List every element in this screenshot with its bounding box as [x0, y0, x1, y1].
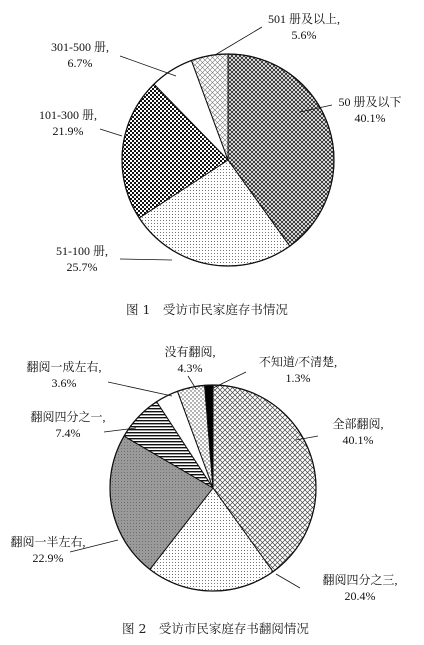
chart1-leader-line-3 — [100, 129, 122, 136]
chart2-slice-label-3: 翻阅一半左右, — [10, 535, 86, 549]
chart2-slice-label-4: 翻阅四分之一, — [30, 410, 106, 424]
chart2-slice-percent-6: 4.3% — [177, 361, 203, 375]
chart2-leader-line-5 — [108, 382, 172, 396]
chart1-caption: 图 1 受访市民家庭存书情况 — [126, 302, 288, 317]
chart1-slice-percent-4: 6.7% — [67, 56, 93, 70]
chart2-slice-label-2: 翻阅四分之三, — [322, 573, 398, 587]
chart1-slice-label-3: 101-300 册, — [39, 108, 97, 122]
chart2-caption: 图 2 受访市民家庭存书翻阅情况 — [122, 621, 309, 636]
chart2-slice-label-1: 全部翻阅, — [332, 417, 384, 431]
chart1-leader-line-5 — [215, 27, 262, 55]
chart1-slice-label-2: 51-100 册, — [56, 244, 108, 258]
chart2-slice-label-5: 翻阅一成左右, — [26, 360, 102, 374]
chart2-slice-percent-4: 7.4% — [55, 426, 81, 440]
chart2-leader-line-2 — [276, 574, 300, 588]
pie-chart-book-holdings — [39, 11, 402, 274]
pie-chart-book-reading — [10, 345, 397, 603]
chart1-slice-label-1: 50 册及以下 — [338, 95, 402, 109]
chart2-slice-percent-2: 20.4% — [344, 589, 376, 603]
chart1-leader-line-4 — [120, 56, 176, 76]
chart1-slice-percent-5: 5.6% — [291, 28, 317, 42]
chart2-slice-percent-5: 3.6% — [51, 376, 77, 390]
chart2-slice-label-7: 不知道/不清楚, — [258, 355, 338, 369]
chart1-slice-label-4: 301-500 册, — [51, 40, 109, 54]
chart1-slice-percent-1: 40.1% — [354, 111, 386, 125]
chart1-slice-percent-3: 21.9% — [52, 124, 84, 138]
chart1-slice-label-5: 501 册及以上, — [267, 12, 341, 26]
chart2-slice-label-6: 没有翻阅, — [164, 345, 216, 359]
chart1-leader-line-2 — [120, 259, 172, 260]
chart1-slice-percent-2: 25.7% — [66, 260, 98, 274]
chart2-slice-percent-7: 1.3% — [285, 371, 311, 385]
chart2-slice-percent-1: 40.1% — [342, 433, 374, 447]
chart2-slice-percent-3: 22.9% — [32, 551, 64, 565]
